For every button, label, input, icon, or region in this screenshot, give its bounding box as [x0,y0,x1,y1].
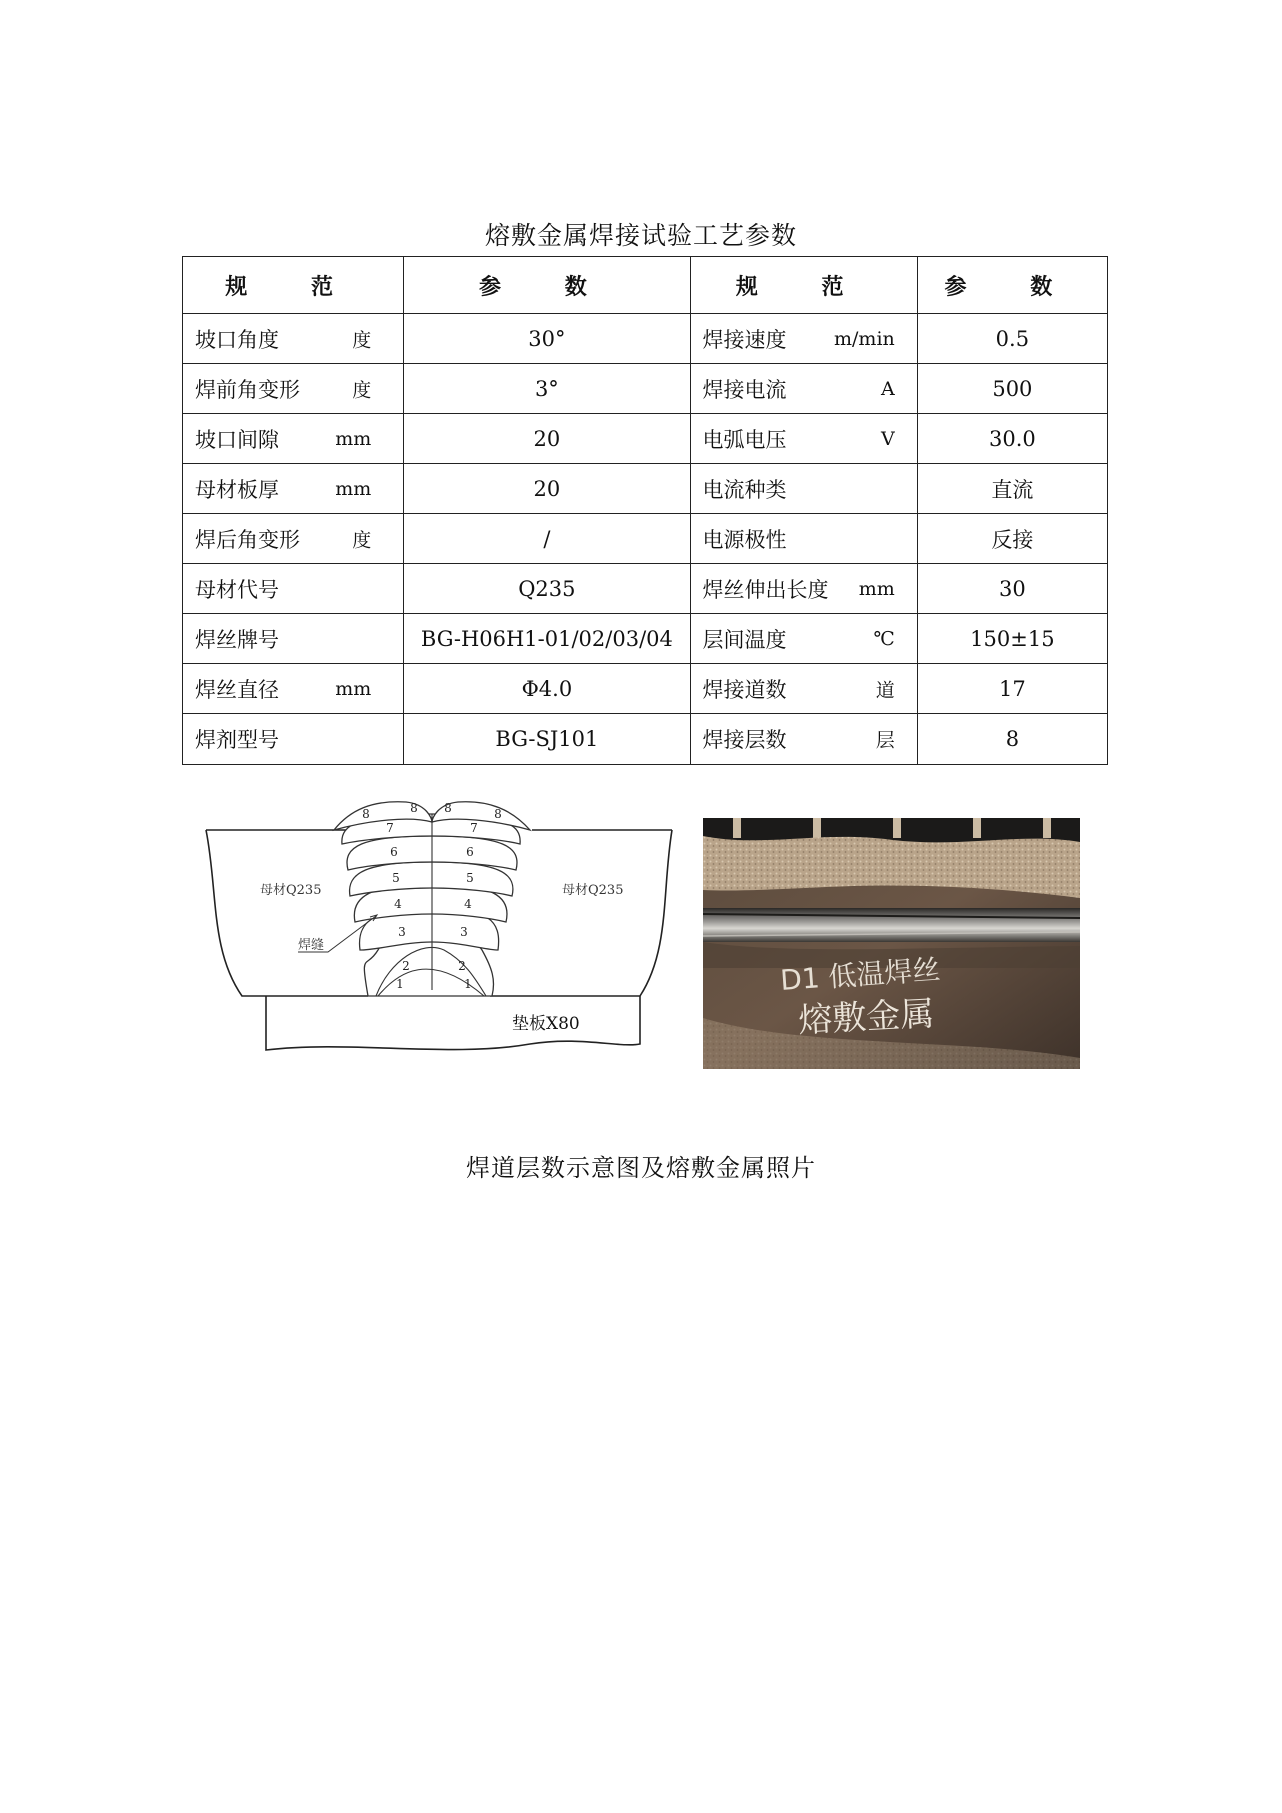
spec-unit: 度 [352,379,372,401]
param-value-right: 500 [917,364,1107,414]
pass-label-1a: 1 [396,977,404,991]
table-row [183,314,1108,364]
table-row [183,364,1108,414]
spec-unit: mm [858,577,895,600]
pass-label-2b: 2 [458,959,466,973]
table-header-row [183,257,1108,314]
spec-cell-left [183,364,404,414]
param-value-left: 3° [404,364,690,414]
pass-label-6b: 6 [466,845,474,859]
spec-cell-right [690,464,917,514]
table-row [183,514,1108,564]
spec-cell-left [183,714,404,765]
pass-label-6a: 6 [390,845,398,859]
spec-cell-right [690,714,917,765]
param-value-left: Φ4.0 [404,664,690,714]
page-title: 熔敷金属焊接试验工艺参数 [484,221,797,250]
param-value-right: 30.0 [917,414,1107,464]
spec-unit: 度 [352,529,372,551]
pass-label-7b: 7 [470,821,478,835]
spec-label: 焊丝伸出长度 [702,577,829,602]
spec-unit: 度 [352,329,372,351]
header-spec-left: 规 范 [183,257,404,314]
spec-unit: A [881,377,895,400]
spec-label: 焊接速度 [702,327,787,352]
spec-label: 焊前角变形 [195,377,300,402]
param-value-left: 20 [404,414,690,464]
figure-caption: 焊道层数示意图及熔敷金属照片 [466,1154,816,1182]
spec-label: 焊接层数 [702,728,787,752]
param-value-right: 8 [917,714,1107,765]
param-value-right: 直流 [917,464,1107,514]
spec-label: 电弧电压 [702,427,787,452]
table-row [183,464,1108,514]
spec-label: 焊丝牌号 [195,627,279,652]
spec-cell-right [690,314,917,364]
spec-unit: 层 [875,729,895,752]
parameter-table [182,256,1108,765]
param-value-left: BG-H06H1-01/02/03/04 [404,614,690,664]
spec-label: 层间温度 [702,627,787,652]
header-spec-right: 规 范 [690,257,917,314]
backing-plate-label: 垫板X80 [512,1014,580,1034]
pass-label-2a: 2 [402,959,410,973]
spec-unit: mm [335,677,372,700]
spec-cell-left [183,614,404,664]
spec-cell-right [690,614,917,664]
base-metal-right-label: 母材Q235 [562,883,624,898]
spec-label: 焊接道数 [702,677,787,702]
param-value-right: 反接 [917,514,1107,564]
pass-label-4a: 4 [394,897,402,911]
spec-unit: mm [335,427,372,450]
param-value-right: 17 [917,664,1107,714]
spec-label: 坡口角度 [195,327,279,352]
header-param-left: 参 数 [404,257,690,314]
table-row [183,614,1108,664]
param-value-left: 30° [404,314,690,364]
spec-label: 母材代号 [195,577,279,602]
spec-cell-left [183,314,404,364]
spec-cell-left [183,564,404,614]
pass-label-3b: 3 [460,925,468,939]
spec-label: 电源极性 [702,527,787,552]
spec-label: 焊剂型号 [195,728,279,752]
spec-cell-right [690,414,917,464]
spec-label: 电流种类 [702,477,787,502]
spec-unit: ℃ [873,627,895,650]
base-metal-left-label: 母材Q235 [260,883,322,898]
param-value-right: 0.5 [917,314,1107,364]
spec-label: 焊后角变形 [195,527,300,552]
weld-seam-label: 焊缝 [298,938,325,953]
param-value-right: 150±15 [917,614,1107,664]
spec-cell-right [690,364,917,414]
spec-unit: 道 [875,679,895,701]
pass-label-8d: 8 [494,807,502,821]
spec-unit: V [881,427,895,450]
photo-handwriting-line2: 熔敷金属 [797,993,936,1041]
pass-label-5a: 5 [392,871,400,885]
spec-label: 母材板厚 [195,477,279,502]
param-value-left: / [404,514,690,564]
weld-pass-diagram [200,800,680,1056]
spec-cell-right [690,664,917,714]
spec-cell-right [690,514,917,564]
pass-label-1b: 1 [464,977,472,991]
pass-label-7a: 7 [386,821,394,835]
spec-unit: m/min [834,327,895,350]
spec-cell-left [183,414,404,464]
table-row [183,564,1108,614]
header-param-right: 参 数 [917,257,1107,314]
pass-label-4b: 4 [464,897,472,911]
table-row [183,414,1108,464]
pass-label-5b: 5 [466,871,474,885]
spec-cell-left [183,464,404,514]
pass-label-3a: 3 [398,925,406,939]
param-value-left: BG-SJ101 [404,714,690,765]
param-value-left: Q235 [404,564,690,614]
pass-label-8c: 8 [444,801,452,815]
table-row [183,714,1108,765]
spec-cell-left [183,514,404,564]
spec-unit: mm [335,477,372,500]
spec-label: 焊丝直径 [195,677,279,702]
deposited-metal-photo [703,818,1080,1069]
table-row [183,664,1108,714]
param-value-right: 30 [917,564,1107,614]
spec-cell-right [690,564,917,614]
param-value-left: 20 [404,464,690,514]
photo-handwriting-line1: D1 低温焊丝 [779,952,942,997]
spec-label: 坡口间隙 [195,427,279,452]
pass-label-8a: 8 [362,807,370,821]
spec-cell-left [183,664,404,714]
spec-label: 焊接电流 [702,377,787,402]
pass-label-8b: 8 [410,801,418,815]
